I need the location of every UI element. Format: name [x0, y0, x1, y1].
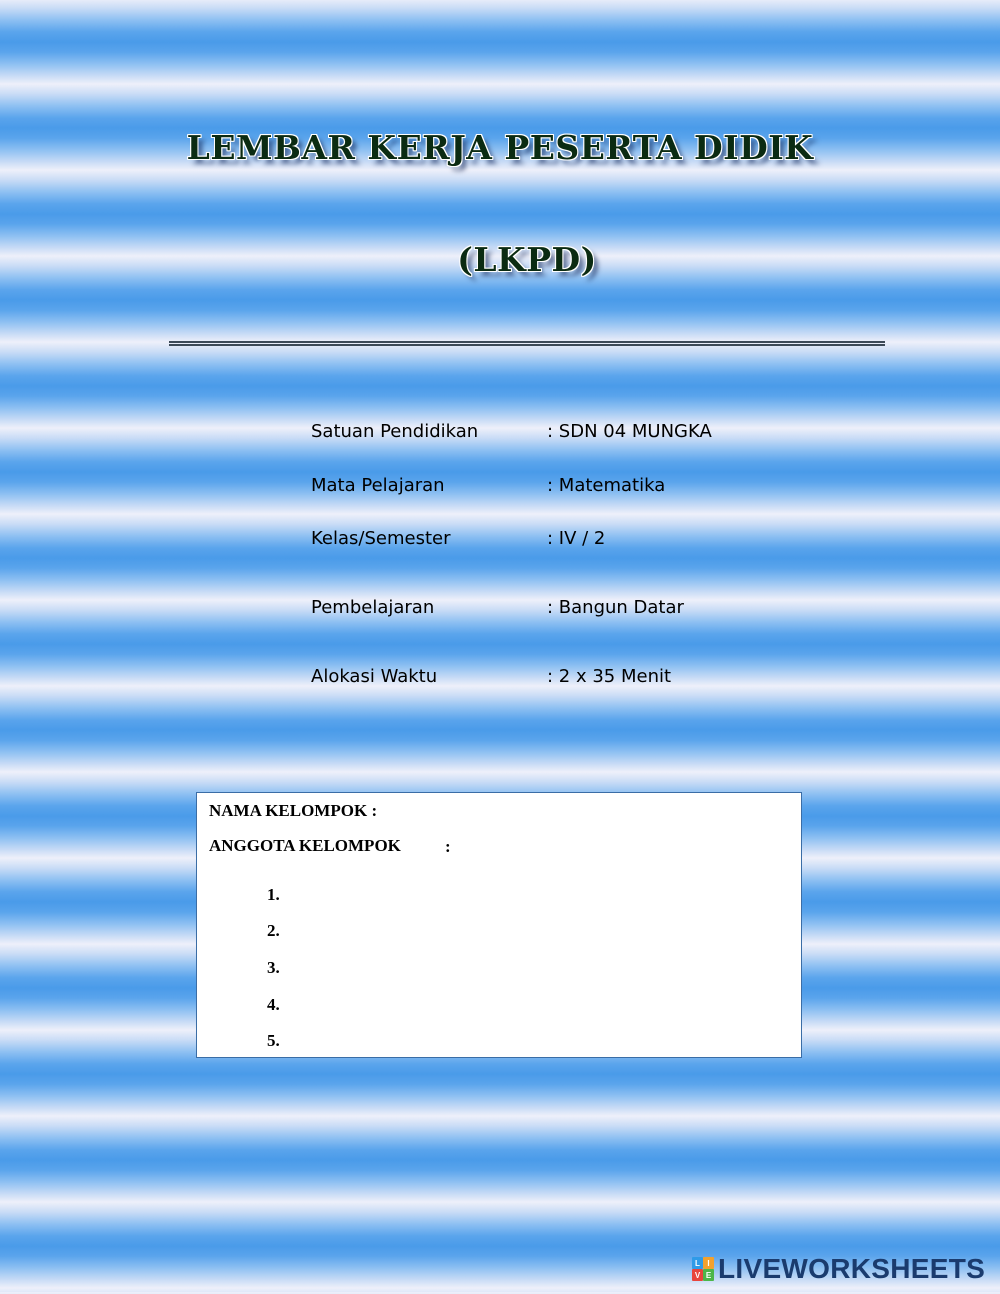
liveworksheets-logo: [692, 1254, 985, 1284]
info-label: Alokasi Waktu: [311, 666, 438, 687]
info-row-satuan-pendidikan: [311, 421, 871, 447]
logo-icon-tile: L: [692, 1257, 703, 1269]
info-label: Satuan Pendidikan: [311, 421, 479, 442]
info-value: : Bangun Datar: [547, 597, 684, 618]
info-value: : Matematika: [547, 475, 666, 496]
member-number: 1.: [267, 885, 280, 904]
info-value: : 2 x 35 Menit: [547, 666, 672, 687]
group-members-label: ANGGOTA KELOMPOK: [209, 836, 401, 855]
liveworksheets-logo-icon: [692, 1257, 714, 1281]
info-label: Pembelajaran: [311, 597, 435, 618]
logo-icon-tile: V: [692, 1269, 703, 1281]
worksheet-title-line-2: (LKPD): [457, 240, 597, 279]
liveworksheets-logo-text: LIVEWORKSHEETS: [718, 1253, 986, 1284]
info-row-kelas-semester: [311, 528, 871, 554]
info-row-pembelajaran: [311, 597, 871, 623]
worksheet-title-line-1: LEMBAR KERJA PESERTA DIDIK: [186, 128, 814, 167]
member-number: 2.: [267, 921, 280, 940]
info-value: : SDN 04 MUNGKA: [547, 421, 712, 442]
title-divider: [169, 341, 885, 346]
info-row-mata-pelajaran: [311, 475, 871, 501]
logo-icon-tile: I: [703, 1257, 714, 1269]
member-number: 3.: [267, 958, 280, 977]
member-number: 4.: [267, 995, 280, 1014]
group-members-colon: :: [445, 837, 451, 856]
group-name-label: NAMA KELOMPOK :: [209, 801, 378, 820]
info-value: : IV / 2: [547, 528, 606, 549]
group-info-box: [196, 792, 802, 1058]
member-number: 5.: [267, 1031, 280, 1050]
info-label: Mata Pelajaran: [311, 475, 445, 496]
info-label: Kelas/Semester: [311, 528, 451, 549]
info-row-alokasi-waktu: [311, 666, 871, 692]
logo-icon-tile: E: [703, 1269, 714, 1281]
